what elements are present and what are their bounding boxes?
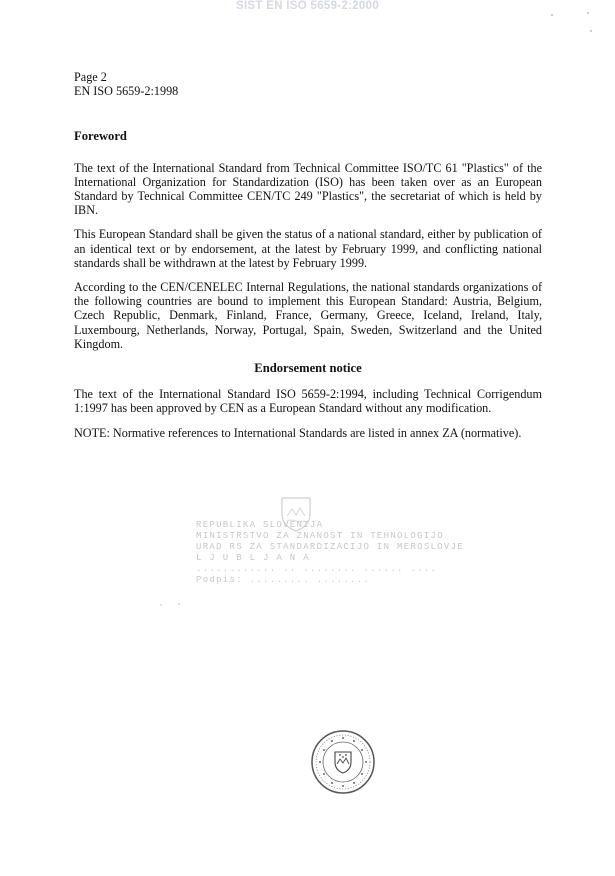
stamp-line: REPUBLIKA SLOVENIJA bbox=[196, 520, 324, 530]
foreword-paragraph-1: The text of the International Standard from Technical Committee ISO/TC 61 "Plastics" of the International Organization for Standardization (ISO) has been taken over as an European Standard by Technical Committee CEN/TC 249 "Plastics", the secretariat of which is held by IBN. bbox=[74, 160, 542, 218]
official-seal-icon bbox=[309, 728, 377, 796]
foreword-paragraph-3: According to the CEN/CENELEC Internal Regulations, the national standards organizations of the following countries are bound to implement this European Standard: Austria, Belgium, Czech Republic, Denmark, Finland, France, Germany, Greece, Iceland, Ireland, Italy, Luxembourg, Netherlands, Norway, Portugal, Spain, Sweden, Switzerland and the United Kingdom. bbox=[74, 280, 542, 351]
page-number: Page 2 bbox=[74, 70, 107, 84]
scan-speck bbox=[178, 603, 180, 605]
endorsement-paragraph: The text of the International Standard ISO 5659-2:1994, including Technical Corrigendum 1:1997 has been approved by CEN as a European Standard without any modification. bbox=[74, 387, 542, 416]
stamp-line: L J U B L J A N A bbox=[196, 553, 310, 563]
stamp-line: URAD RS ZA STANDARDIZACIJO IN MEROSLOVJE bbox=[196, 542, 465, 552]
watermark: SIST EN ISO 5659-2:2000 bbox=[235, 0, 380, 12]
stamp-line: MINISTRSTVO ZA ZNANOST IN TEHNOLOGIJO bbox=[196, 531, 444, 541]
normative-note: NOTE: Normative references to International Standards are listed in annex ZA (normative). bbox=[74, 425, 522, 440]
scan-speck bbox=[590, 30, 592, 32]
standard-reference: EN ISO 5659-2:1998 bbox=[74, 84, 179, 99]
faint-stamp bbox=[196, 520, 465, 586]
scan-speck bbox=[551, 14, 553, 16]
scan-speck bbox=[587, 12, 589, 14]
document-page bbox=[74, 70, 542, 450]
endorsement-heading: Endorsement notice bbox=[254, 361, 362, 376]
foreword-paragraph-2: This European Standard shall be given the status of a national standard, either by publication of an identical text or by endorsement, at the latest by February 1999, and conflicting national standards shall be withdrawn at the latest by February 1999. bbox=[74, 227, 542, 270]
scan-speck bbox=[160, 604, 162, 606]
stamp-line: Podpis: ......... ........ bbox=[196, 575, 371, 585]
foreword-heading: Foreword bbox=[74, 129, 127, 144]
stamp-line: ............ .. ........ ...... .... bbox=[196, 564, 438, 574]
